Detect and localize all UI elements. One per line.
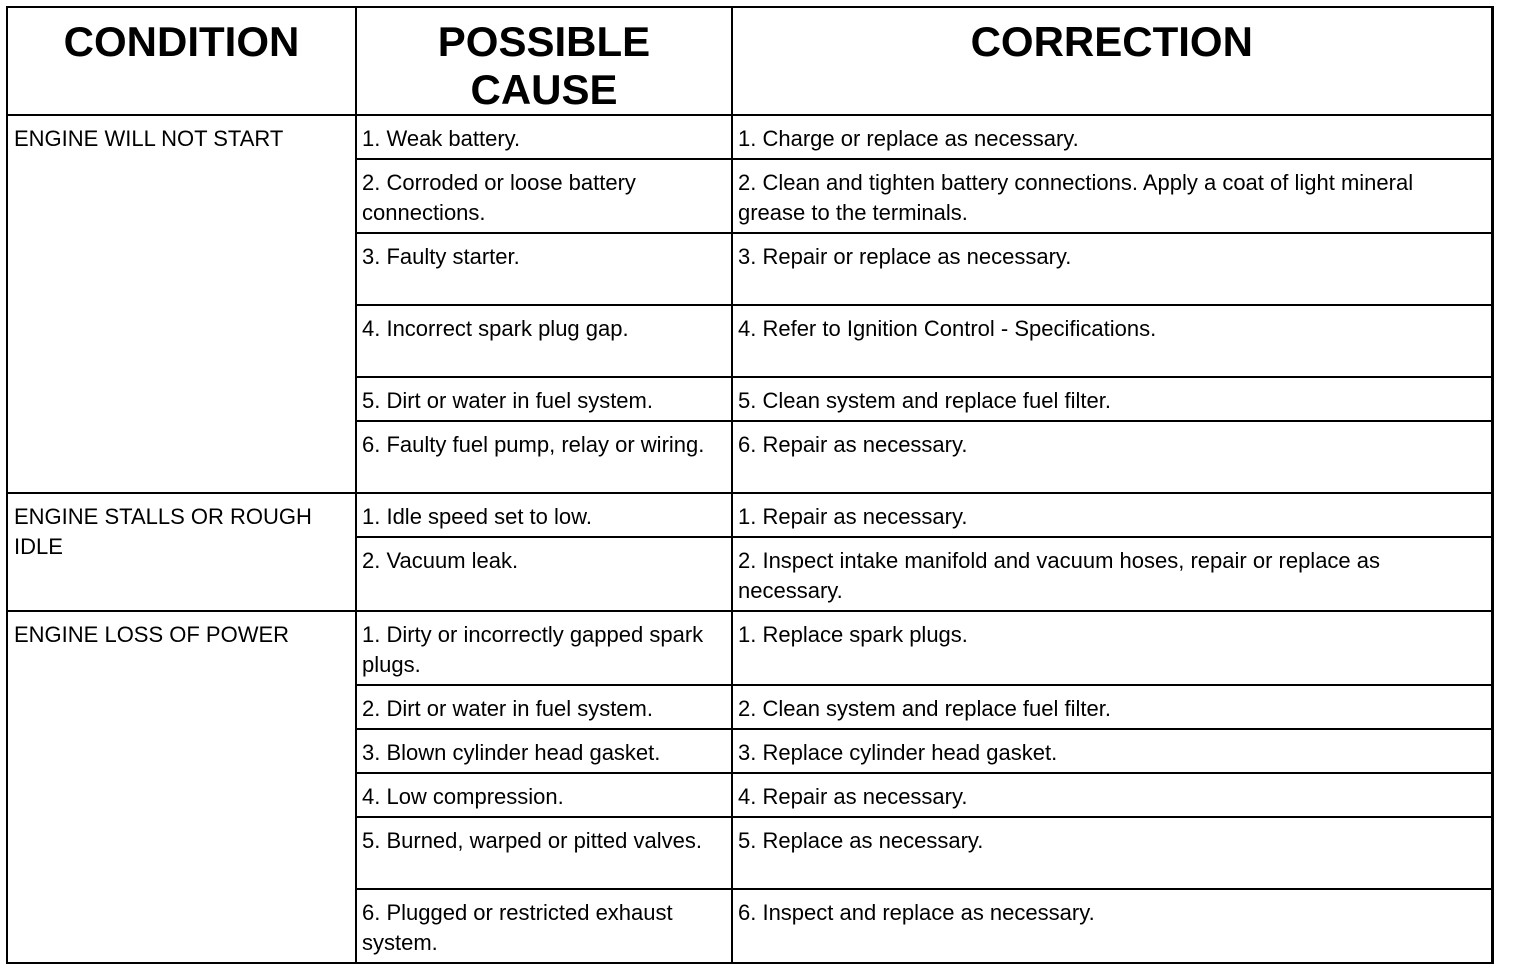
correction-cell: 6. Repair as necessary. — [732, 421, 1492, 493]
correction-cell: 3. Repair or replace as necessary. — [732, 233, 1492, 305]
cause-cell: 1. Idle speed set to low. — [356, 493, 732, 537]
correction-cell: 6. Inspect and replace as necessary. — [732, 889, 1492, 963]
cause-cell: 4. Incorrect spark plug gap. — [356, 305, 732, 377]
cause-cell: 3. Blown cylinder head gasket. — [356, 729, 732, 773]
correction-cell: 2. Clean system and replace fuel filter. — [732, 685, 1492, 729]
correction-cell: 1. Repair as necessary. — [732, 493, 1492, 537]
condition-cell: ENGINE LOSS OF POWER — [7, 611, 356, 963]
header-row — [7, 7, 1492, 115]
table-row — [7, 115, 1492, 159]
correction-cell: 1. Replace spark plugs. — [732, 611, 1492, 685]
cause-cell: 4. Low compression. — [356, 773, 732, 817]
table-row — [7, 611, 1492, 685]
correction-cell: 4. Refer to Ignition Control - Specifications. — [732, 305, 1492, 377]
correction-cell: 5. Clean system and replace fuel filter. — [732, 377, 1492, 421]
cause-cell: 6. Faulty fuel pump, relay or wiring. — [356, 421, 732, 493]
cause-cell: 1. Dirty or incorrectly gapped spark plugs. — [356, 611, 732, 685]
condition-cell: ENGINE STALLS OR ROUGH IDLE — [7, 493, 356, 611]
correction-cell: 3. Replace cylinder head gasket. — [732, 729, 1492, 773]
cause-cell: 2. Dirt or water in fuel system. — [356, 685, 732, 729]
header-condition: CONDITION — [7, 7, 356, 115]
correction-cell: 2. Clean and tighten battery connections. Apply a coat of light mineral grease to the terminals. — [732, 159, 1492, 233]
table-row — [7, 493, 1492, 537]
correction-cell: 4. Repair as necessary. — [732, 773, 1492, 817]
condition-cell: ENGINE WILL NOT START — [7, 115, 356, 493]
correction-cell: 5. Replace as necessary. — [732, 817, 1492, 889]
correction-cell: 2. Inspect intake manifold and vacuum hoses, repair or replace as necessary. — [732, 537, 1492, 611]
correction-cell: 1. Charge or replace as necessary. — [732, 115, 1492, 159]
cause-cell: 1. Weak battery. — [356, 115, 732, 159]
diagnosis-table — [6, 6, 1494, 964]
cause-cell: 3. Faulty starter. — [356, 233, 732, 305]
cause-cell: 2. Corroded or loose battery connections. — [356, 159, 732, 233]
header-possible-cause: POSSIBLE CAUSE — [356, 7, 732, 115]
cause-cell: 6. Plugged or restricted exhaust system. — [356, 889, 732, 963]
header-correction: CORRECTION — [732, 7, 1492, 115]
cause-cell: 2. Vacuum leak. — [356, 537, 732, 611]
cause-cell: 5. Dirt or water in fuel system. — [356, 377, 732, 421]
cause-cell: 5. Burned, warped or pitted valves. — [356, 817, 732, 889]
